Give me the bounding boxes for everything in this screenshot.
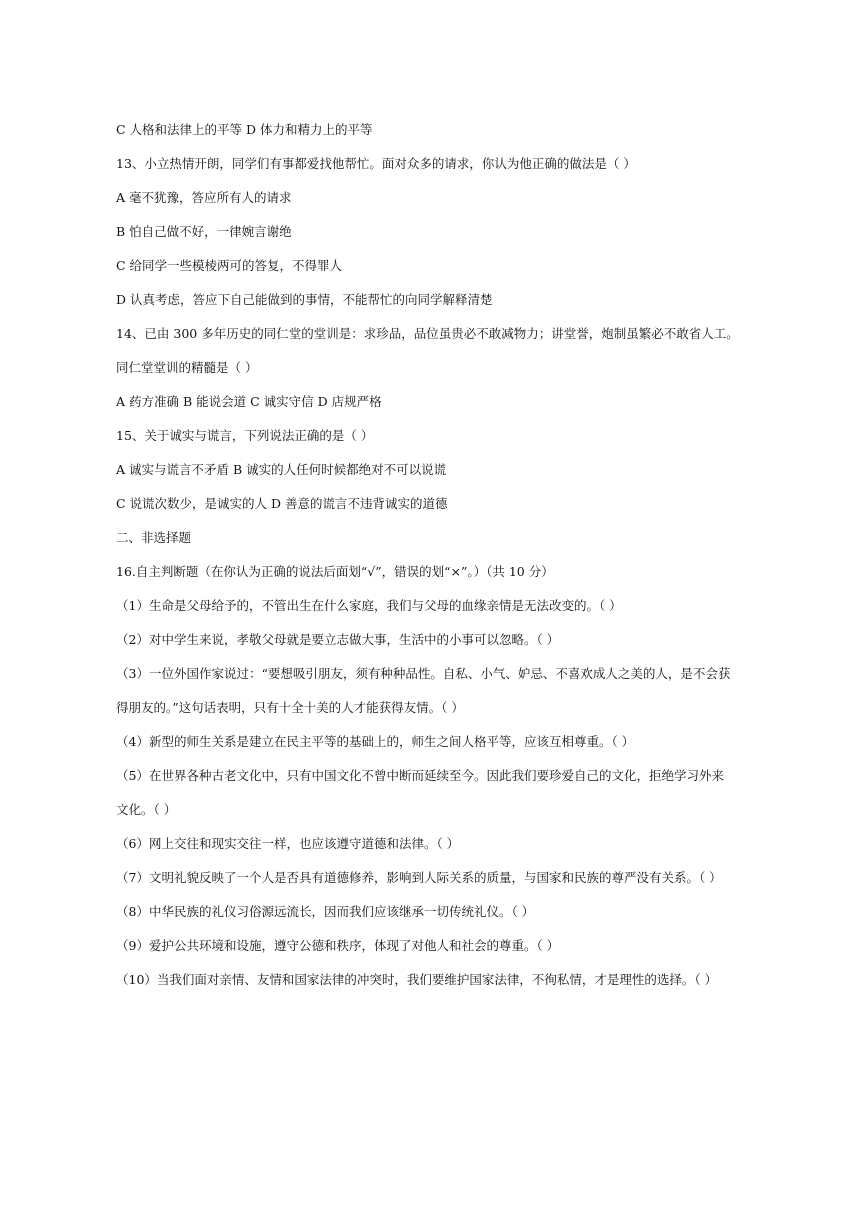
judgment-item: （1）生命是父母给予的，不管出生在什么家庭，我们与父母的血缘亲情是无法改变的。（ ） [116,598,622,613]
option-line: C 给同学一些模棱两可的答复，不得罪人 [116,258,343,273]
judgment-item: （8）中华民族的礼仪习俗源远流长，因而我们应该继承一切传统礼仪。（ ） [116,904,535,919]
question-14-continued: 同仁堂堂训的精髓是（ ） [116,360,258,375]
judgment-item: （10）当我们面对亲情、友情和国家法律的冲突时，我们要维护国家法律，不徇私情，才是理性的选择。（ ） [116,972,718,987]
question-14: 14、已由 300 多年历史的同仁堂的堂训是：求珍品，品位虽贵必不敢减物力；讲堂誉，炮制虽繁必不敢省人工。 [116,326,739,341]
judgment-item: （9）爱护公共环境和设施，遵守公德和秩序，体现了对他人和社会的尊重。（ ） [116,938,560,953]
question-15: 15、关于诚实与谎言，下列说法正确的是（ ） [116,428,374,443]
judgment-item: （4）新型的师生关系是建立在民主平等的基础上的，师生之间人格平等，应该互相尊重。（ ） [116,734,635,749]
judgment-item: （2）对中学生来说，孝敬父母就是要立志做大事，生活中的小事可以忽略。（ ） [116,632,560,647]
judgment-item: （3）一位外国作家说过：“要想吸引朋友，须有种种品性。自私、小气、妒忌、不喜欢成人之美的人，是不会获 [116,666,731,681]
judgment-item: （7）文明礼貌反映了一个人是否具有道德修养，影响到人际关系的质量，与国家和民族的尊严没有关系。（ ） [116,870,722,885]
option-line: C 说谎次数少，是诚实的人 D 善意的谎言不违背诚实的道德 [116,496,448,511]
judgment-item-continued: 文化。（ ） [116,802,177,817]
option-line: A 诚实与谎言不矛盾 B 诚实的人任何时候都绝对不可以说谎 [116,462,447,477]
judgment-item: （6）网上交往和现实交往一样，也应该遵守道德和法律。（ ） [116,836,460,851]
option-line: D 认真考虑，答应下自己能做到的事情，不能帮忙的向同学解释清楚 [116,292,493,307]
judgment-item: （5）在世界各种古老文化中，只有中国文化不曾中断而延续至今。因此我们要珍爱自己的文化，拒绝学习外来 [116,768,724,783]
judgment-item-continued: 得朋友的。”这句话表明，只有十全十美的人才能获得友情。（ ） [116,700,464,715]
question-13: 13、小立热情开朗，同学们有事都爱找他帮忙。面对众多的请求，你认为他正确的做法是（ ） [116,156,636,171]
option-line: A 毫不犹豫，答应所有人的请求 [116,190,292,205]
option-line: A 药方准确 B 能说会道 C 诚实守信 D 店规严格 [116,394,382,409]
option-line: B 怕自己做不好，一律婉言谢绝 [116,224,292,239]
option-line: C 人格和法律上的平等 D 体力和精力上的平等 [116,122,373,137]
section-heading: 二、非选择题 [116,530,192,545]
question-16: 16.自主判断题（在你认为正确的说法后面划“√”，错误的划“×”。）（共 10 分） [116,564,554,579]
